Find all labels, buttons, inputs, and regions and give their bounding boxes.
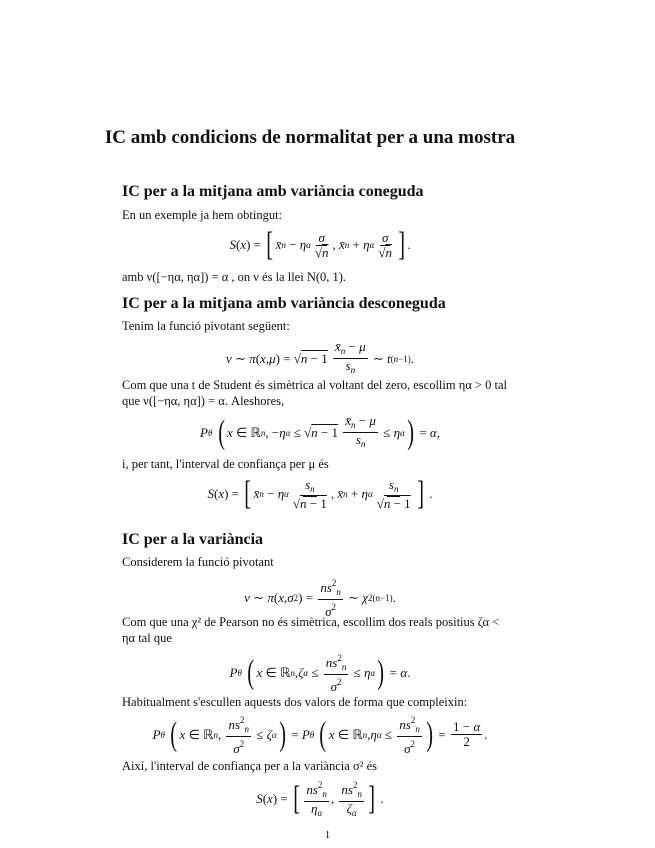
paragraph: Habitualment s'escullen aquests dos valors de forma que compleixin: xyxy=(122,695,468,709)
equation-student-probability: P θ ( x ∈ ℝ n , − η α ≤ √ n − 1 $\frac{x̄_n - \mu}{s_n}$ ≤ η α ) = α , xyxy=(200,413,440,451)
equation-equal-tails: P θ ( x ∈ ℝ n , $\frac{ns^2_n}{\sigma^2}$ ≤ ζ α ) = P θ ( x ∈ ℝ n , η α ≤ $\frac{ns^2_n}{\sigma^2}$ ) = $\frac{1 - \alpha}{2}$ . xyxy=(152,715,488,756)
paragraph: Tenim la funció pivotant següent: xyxy=(122,319,290,333)
paragraph: En un exemple ja hem obtingut: xyxy=(122,208,283,222)
equation-pivot-student: ν ∼ π ( x , μ ) = √ n − 1 $\frac{x̄_n - \mu}{s_n}$ ∼ t (n−1) . xyxy=(225,339,414,375)
paragraph: Així, l'interval de confiança per a la variància σ² és xyxy=(122,759,377,773)
paragraph: Com que una t de Student és simètrica al voltant del zero, escollim ηα > 0 tal que ν([−ηα, ηα]) = α. Aleshores, xyxy=(122,378,507,408)
page-number: 1 xyxy=(324,829,331,841)
equation-pivot-chi-square: ν ∼ π ( x , σ 2 ) = $\frac{ns^2_n}{\sigma^2}$ ∼ χ 2 (n−1) . xyxy=(244,578,396,619)
section-heading-variance: IC per a la variància xyxy=(122,531,264,548)
equation-unknown-variance-interval: S ( x ) = [ x̄ n − η α $\frac{s_n}{√n - 1}$ , x̄ n + η α $\frac{s_n}{√n - 1}$ ] . xyxy=(207,475,433,512)
section-heading-unknown-variance: IC per a la mitjana amb variància desconeguda xyxy=(122,295,446,312)
paragraph: amb ν([−ηα, ηα]) = α , on ν és la llei N(0, 1). xyxy=(122,270,347,284)
section-heading-known-variance: IC per a la mitjana amb variància coneguda xyxy=(122,183,424,200)
paragraph: i, per tant, l'interval de confiança per μ és xyxy=(122,457,329,471)
equation-chi-square-probability: P θ ( x ∈ ℝ n , ζ α ≤ $\frac{ns^2_n}{\sigma^2}$ ≤ η α ) = α . xyxy=(229,653,411,694)
paragraph: Com que una χ² de Pearson no és simètrica, escollim dos reals positius ζα < ηα tal que xyxy=(122,615,500,645)
page-title: IC amb condicions de normalitat per a una mostra xyxy=(104,127,516,148)
equation-known-variance-interval: S ( x ) = [ x̄ n − η α $\frac{\sigma}{√n}$ , x̄ n + η α $\frac{\sigma}{√n}$ ] . xyxy=(229,226,411,263)
paragraph: Considerem la funció pivotant xyxy=(122,555,274,569)
equation-variance-interval: S ( x ) = [ $\frac{ns^2_n}{\eta_\alpha}$ , $\frac{ns^2_n}{\zeta_\alpha}$ ] . xyxy=(256,780,384,818)
